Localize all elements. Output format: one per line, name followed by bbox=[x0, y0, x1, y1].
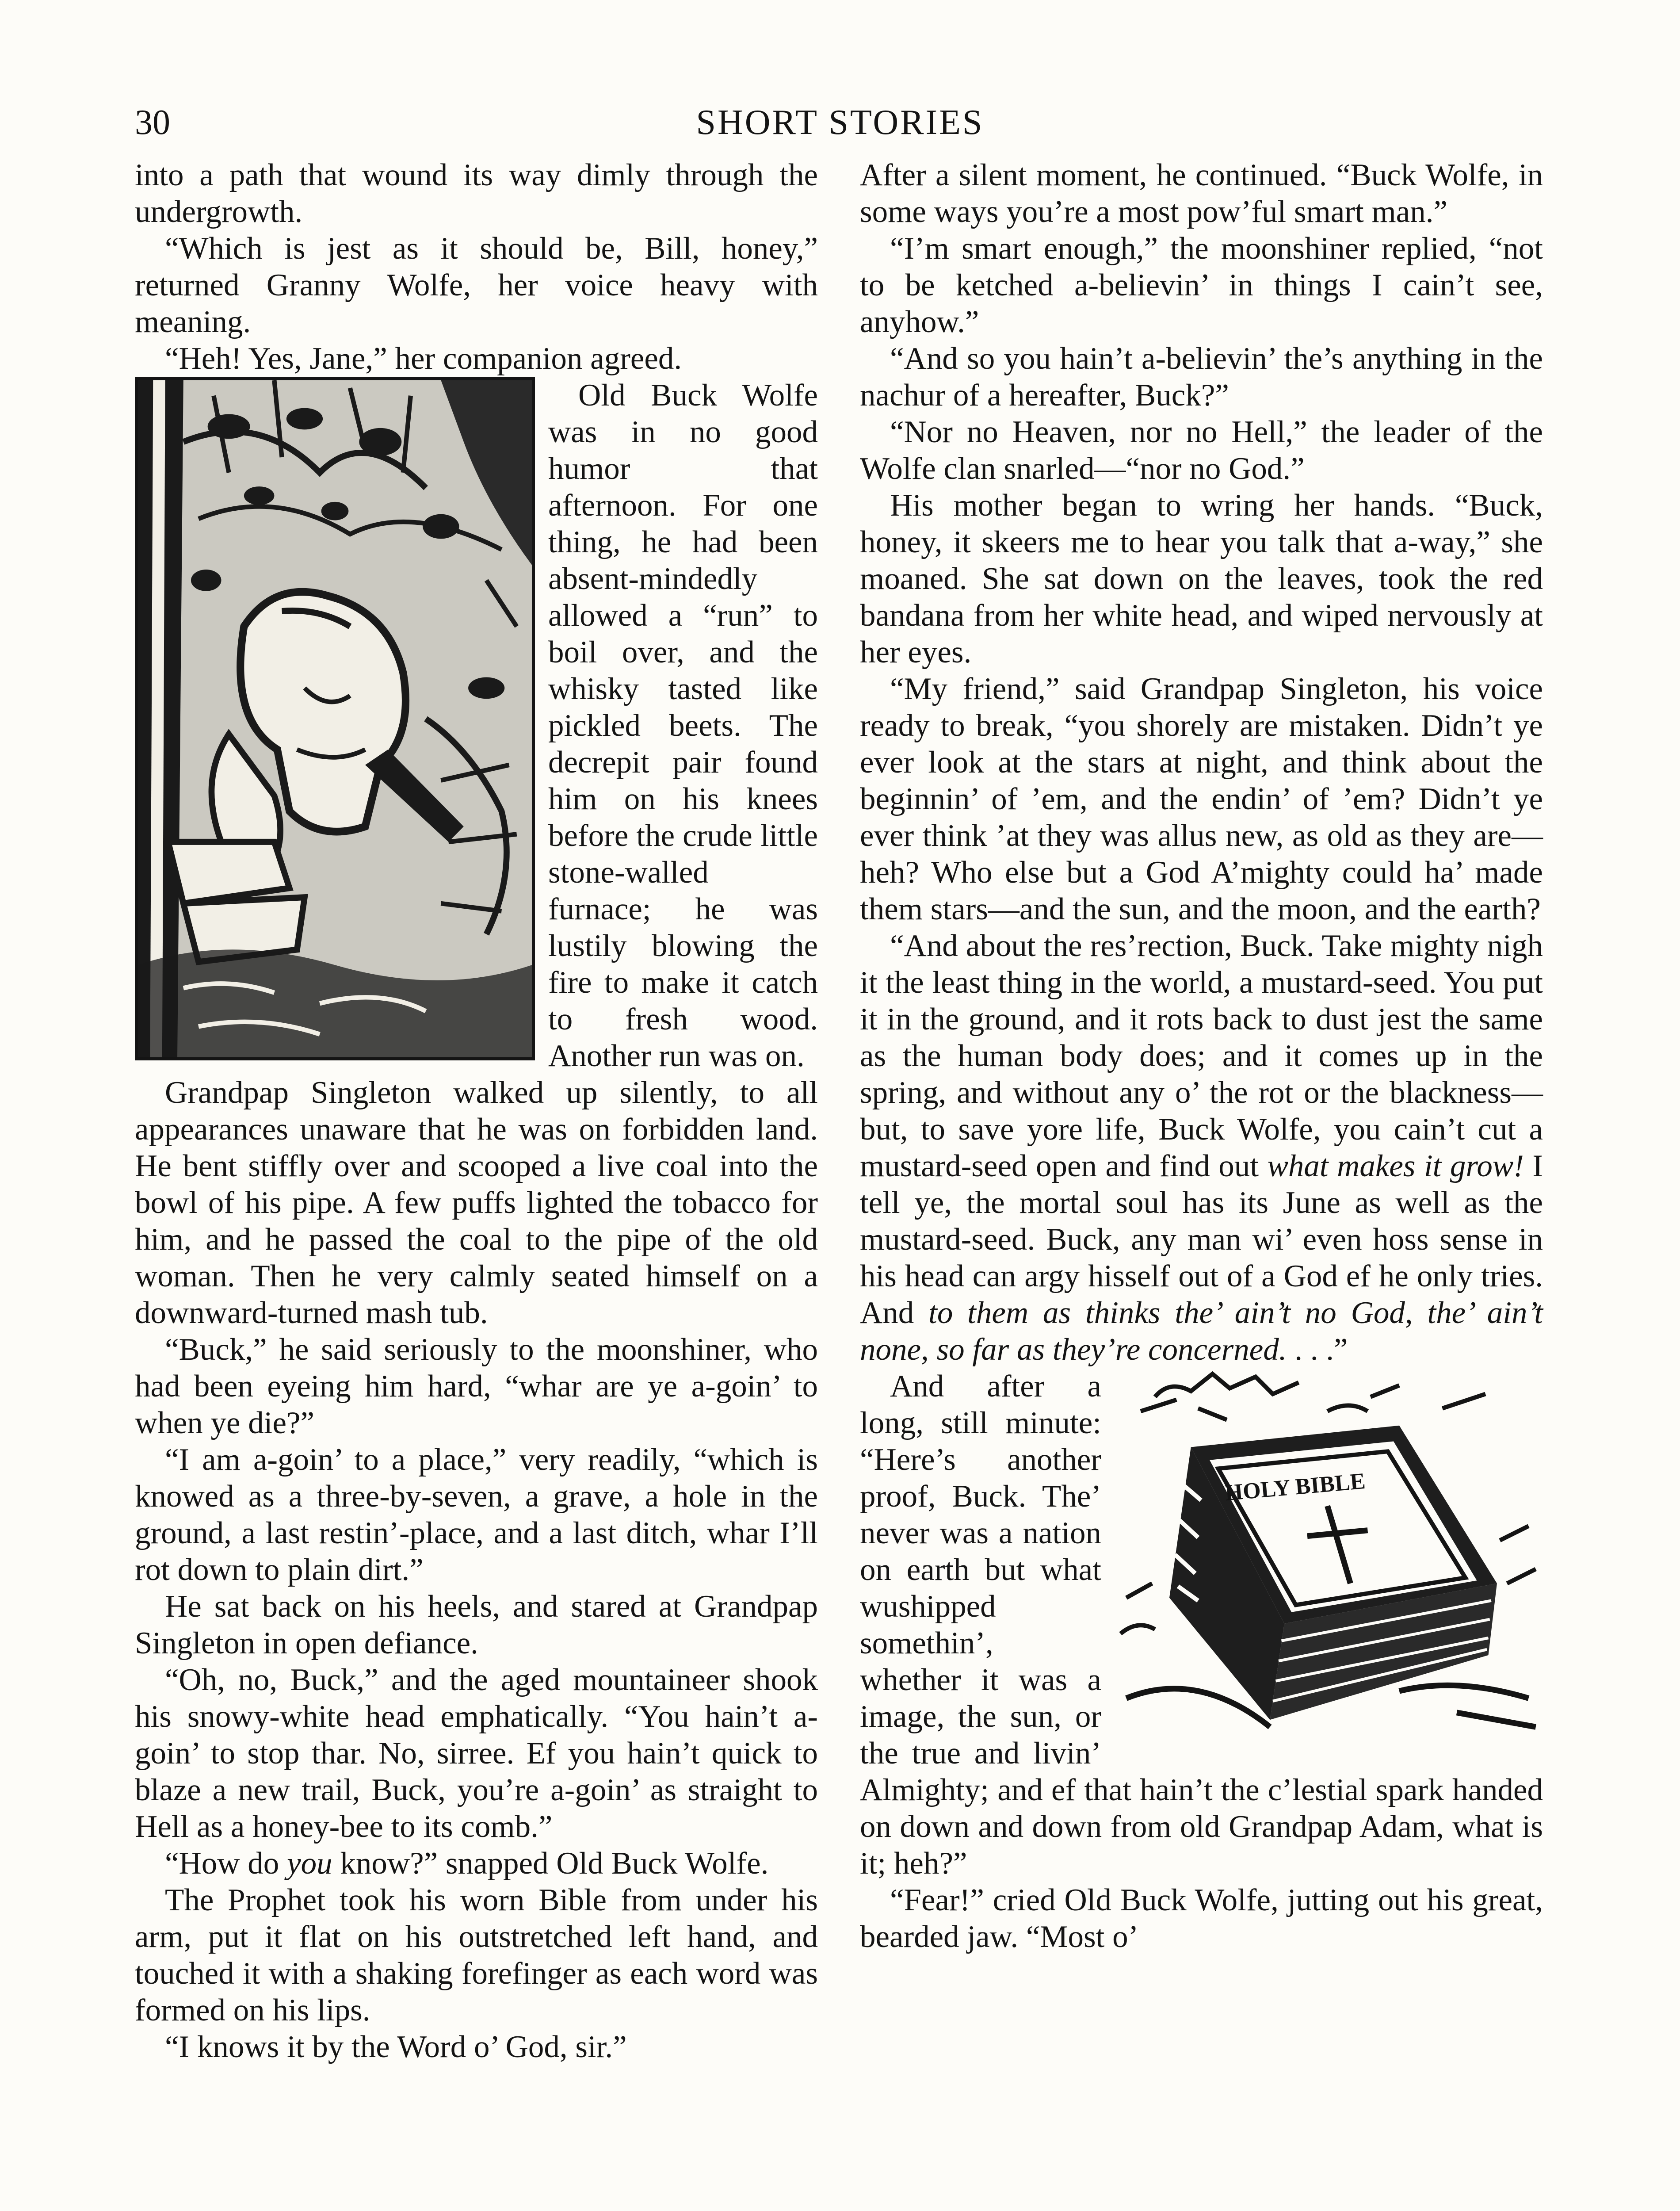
paragraph bbox=[135, 1845, 818, 1882]
text-run: “And about the res’rection, Buck. Take mighty nigh it the least thing in the world, a mustard-seed. You put it in the ground, and it rots back to dust jest the same as the human body does; and it comes up in the spring, and without any o’ the rot or the blackness—but, to save yore life, Buck Wolfe, you cain’t cut a mustard-seed open and find out bbox=[860, 929, 1543, 1183]
paragraph: “Heh! Yes, Jane,” her companion agreed. bbox=[165, 341, 682, 376]
paragraph: “My friend,” said Grandpap Singleton, his voice ready to break, “you shorely are mistaken. Didn’t ye ever look at the stars at night, and think about the beginnin’ of ’em, and the endin’ of ’em? Didn’t ye ever think ’at they was allus new, as old as they are—heh? Who else but a God A’mighty could ha’ made them stars—and the sun, and the moon, and the earth? bbox=[860, 672, 1543, 926]
paragraph: into a path that wound its way dimly through the undergrowth. bbox=[135, 158, 818, 229]
paragraph: “Fear!” cried Old Buck Wolfe, jutting out his great, bearded jaw. “Most o’ bbox=[860, 1883, 1543, 1954]
italic-text: to them as thinks the’ ain’t no God, the’ ain’t none, so far as they’re concerned. bbox=[860, 1296, 1543, 1367]
paragraph: And after a long, still minute: “Here’s another proof, Buck. The’ never was a nation on earth but what wushipped somethin’, whether it was a image, the sun, or the true and livin’ Almighty; and ef that hain’t the c’lestial spark handed on down and down from old Grandpap Adam, what is it; heh?” bbox=[860, 1369, 1543, 1881]
holy-bible-illustration bbox=[1112, 1368, 1543, 1748]
paragraph: The Prophet took his worn Bible from under his arm, put it flat on his outstretched left hand, and touched it with a shaking forefinger as each word was formed on his lips. bbox=[135, 1883, 818, 2027]
moonshiner-woods-illustration bbox=[135, 377, 535, 1060]
text-run: I tell ye, the mortal soul has its June as well as the mustard-seed. Buck, any man wi’ even hoss sense in his head can argy hisself out of a God ef he only tries. And bbox=[860, 1149, 1543, 1330]
paragraph: “I knows it by the Word o’ God, sir.” bbox=[165, 2030, 627, 2064]
italic-text: what makes it grow! bbox=[1267, 1149, 1524, 1183]
paragraph: He sat back on his heels, and stared at Grandpap Singleton in open defiance. bbox=[135, 1589, 818, 1660]
page-number: 30 bbox=[135, 103, 170, 142]
left-column bbox=[135, 157, 818, 2211]
right-column bbox=[860, 157, 1543, 2211]
paragraph bbox=[860, 928, 1543, 1368]
page-header bbox=[135, 98, 1545, 147]
italic-text: you bbox=[287, 1846, 332, 1881]
running-title: SHORT STORIES bbox=[696, 103, 984, 142]
paragraph: “Which is jest as it should be, Bill, honey,” returned Granny Wolfe, her voice heavy with meaning. bbox=[135, 231, 818, 339]
paragraph: “And so you hain’t a-believin’ the’s anything in the nachur of a hereafter, Buck?” bbox=[860, 341, 1543, 413]
paragraph: “Buck,” he said seriously to the moonshiner, who had been eyeing him hard, “whar are ye a-goin’ to when ye die?” bbox=[135, 1332, 818, 1440]
paragraph: After a silent moment, he continued. “Buck Wolfe, in some ways you’re a most pow’ful smart man.” bbox=[860, 158, 1543, 229]
text-run: “How do bbox=[165, 1846, 287, 1881]
bible-cover-label: HOLY BIBLE bbox=[1224, 1468, 1367, 1506]
text-run: . . .” bbox=[1287, 1332, 1348, 1367]
text-run: know?” snapped Old Buck Wolfe. bbox=[332, 1846, 769, 1881]
paragraph: “I’m smart enough,” the moonshiner replied, “not to be ketched a-believin’ in things I cain’t see, anyhow.” bbox=[860, 231, 1543, 339]
paragraph: Grandpap Singleton walked up silently, to all appearances unaware that he was on forbidden land. He bent stiffly over and scooped a live coal into the bowl of his pipe. A few puffs lighted the tobacco for him, and he passed the coal to the pipe of the old woman. Then he very calmly seated himself on a downward-turned mash tub. bbox=[135, 1075, 818, 1330]
paragraph: “Nor no Heaven, nor no Hell,” the leader of the Wolfe clan snarled—“nor no God.” bbox=[860, 415, 1543, 486]
paragraph: His mother began to wring her hands. “Buck, honey, it skeers me to hear you talk that a-way,” she moaned. She sat down on the leaves, took the red bandana from her white head, and wiped nervously at her eyes. bbox=[860, 488, 1543, 669]
paragraph: “I am a-goin’ to a place,” very readily, “which is knowed as a three-by-seven, a grave, a hole in the ground, a last restin’-place, and a last ditch, whar I’ll rot down to plain dirt.” bbox=[135, 1442, 818, 1587]
paragraph: Old Buck Wolfe was in no good humor that afternoon. For one thing, he had been absent-mindedly allowed a “run” to boil over, and the whisky tasted like pickled beets. The decrepit pair found him on his knees before the crude little stone-walled furnace; he was lustily blowing the fire to make it catch to fresh wood. Another run was on. bbox=[548, 378, 818, 1073]
paragraph: “Oh, no, Buck,” and the aged mountaineer shook his snowy-white head emphatically. “You hain’t a-goin’ to stop thar. No, sirree. Ef you hain’t quick to blaze a new trail, Buck, you’re a-goin’ as straight to Hell as a honey-bee to its comb.” bbox=[135, 1663, 818, 1844]
